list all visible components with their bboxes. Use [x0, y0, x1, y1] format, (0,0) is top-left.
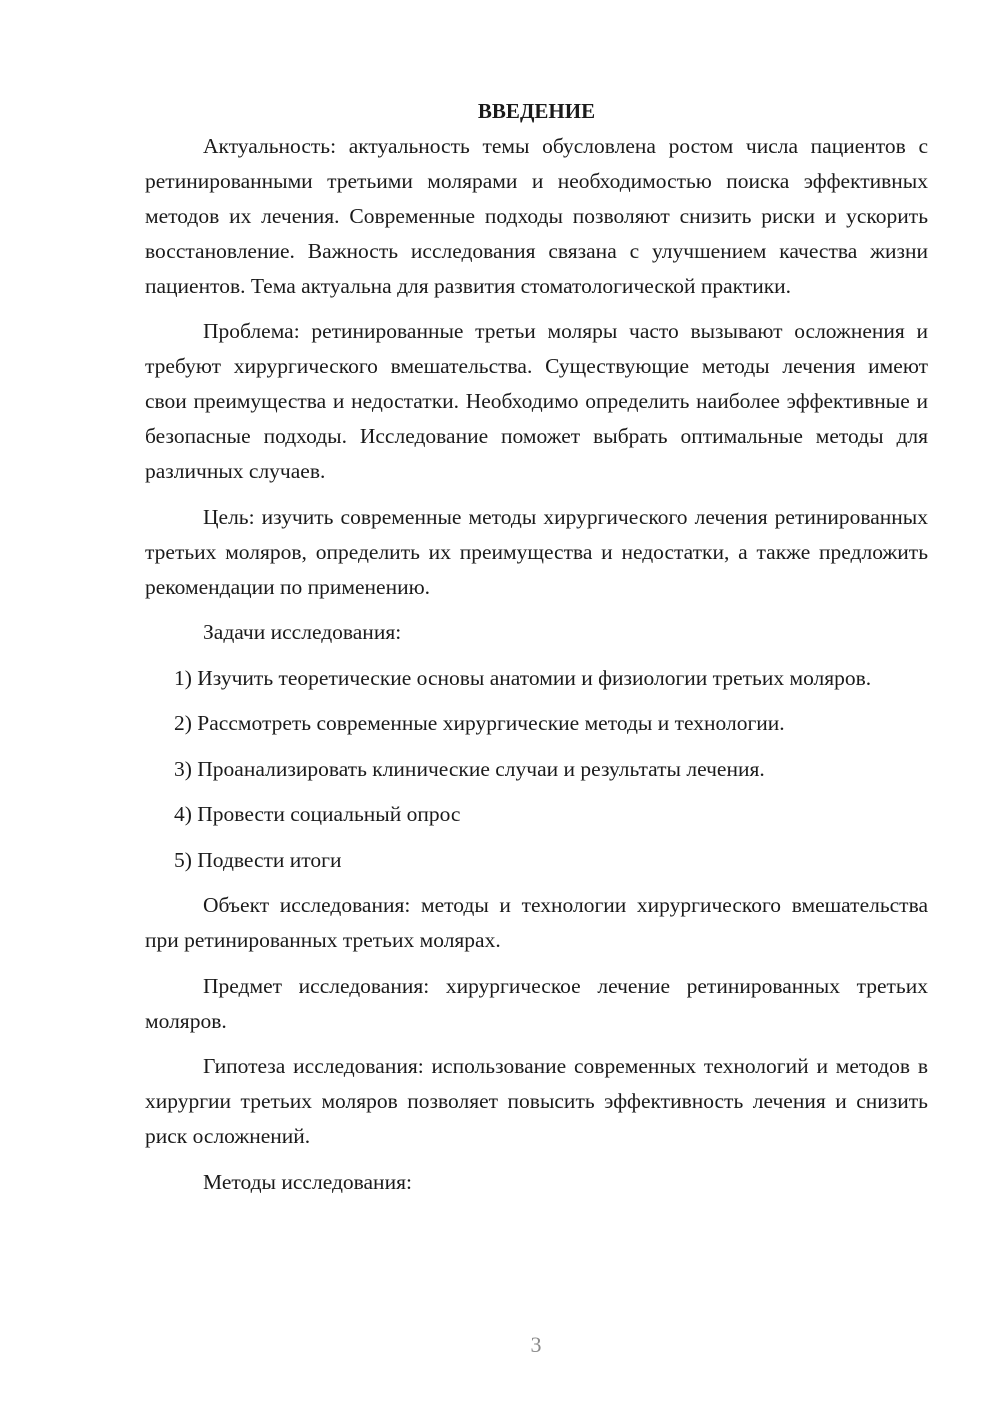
task-item: 5) Подвести итоги [174, 847, 342, 872]
section-title: ВВЕДЕНИЕ [477, 99, 596, 123]
problem-paragraph: Проблема: ретинированные третьи моляры часто вызывают осложнения и требуют хирургического вмешательства. Существующие методы лечения имеют свои преимущества и недостатки. Необходимо определить наиболее эффективные и безопасные подходы. Исследование поможет выбрать оптимальные методы для различных случаев. [145, 319, 928, 483]
subject-paragraph: Предмет исследования: хирургическое лечение ретинированных третьих моляров. [145, 973, 928, 1033]
goal-paragraph: Цель: изучить современные методы хирургического лечения ретинированных третьих моляров, определить их преимущества и недостатки, а также предложить рекомендации по применению. [145, 504, 928, 599]
task-item: 4) Провести социальный опрос [174, 802, 461, 826]
relevance-paragraph: Актуальность: актуальность темы обусловлена ростом числа пациентов с ретинированными третьими молярами и необходимостью поиска эффективных методов их лечения. Современные подходы позволяют снизить риски и ускорить восстановление. Важность исследования связана с улучшением качества жизни пациентов. Тема актуальна для развития стоматологической практики. [145, 133, 928, 298]
object-paragraph: Объект исследования: методы и технологии хирургического вмешательства при ретинированных третьих молярах. [145, 893, 928, 952]
tasks-heading: Задачи исследования: [203, 620, 402, 644]
hypothesis-paragraph: Гипотеза исследования: использование современных технологий и методов в хирургии третьих моляров позволяет повысить эффективность лечения и снизить риск осложнений. [145, 1054, 928, 1148]
task-item: 1) Изучить теоретические основы анатомии и физиологии третьих моляров. [174, 665, 872, 690]
task-item: 2) Рассмотреть современные хирургические методы и технологии. [174, 711, 785, 735]
task-item: 3) Проанализировать клинические случаи и результаты лечения. [174, 756, 765, 781]
methods-heading: Методы исследования: [203, 1169, 412, 1194]
page-content [145, 94, 928, 1210]
page-number: 3 [530, 1332, 542, 1357]
tasks-list [145, 661, 928, 878]
